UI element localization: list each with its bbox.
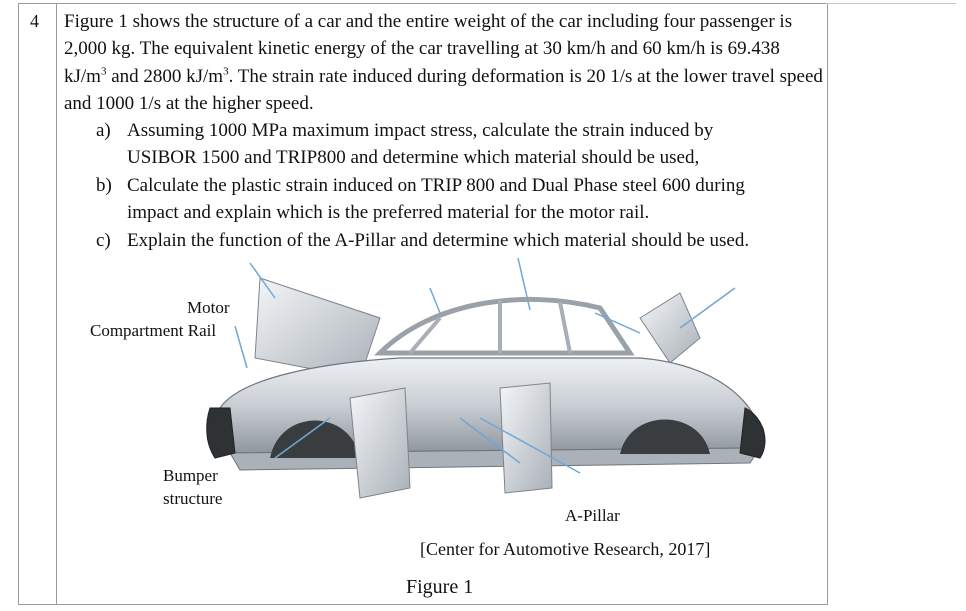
subquestion-label: b) [96, 175, 112, 196]
motor-label-line2: Compartment Rail [90, 321, 217, 340]
figure-caption: Figure 1 [406, 576, 474, 598]
question-intro: Figure 1 shows the structure of a car and the entire weight of the car including four passenger is 2,000 kg. The equivalent kinetic energy of the car travelling at 30 km/h and 60 km/h is 69.438 $kJ/m^3$ and 2800 $kJ/m^3$. The strain rate induced during deformation is 20 1/s at the lower travel speed and 1000 1/s at the higher speed. [64, 11, 823, 115]
a-pillar-label: A-Pillar [565, 506, 620, 525]
subquestion-text: Assuming 1000 MPa maximum impact stress, calculate the strain induced by USIBOR 1500 and TRIP800 and determine which material should be used, [127, 120, 714, 169]
subquestion-text: Calculate the plastic strain induced on TRIP 800 and Dual Phase steel 600 during impact and explain which is the preferred material for the motor rail. [127, 175, 745, 224]
subquestion-label: a) [96, 120, 111, 141]
figure-source: [Center for Automotive Research, 2017] [420, 539, 711, 559]
bumper-label-line2: structure [163, 489, 223, 508]
subquestion-label: c) [96, 230, 111, 251]
column-divider [56, 4, 57, 604]
car-body-structure-image [200, 258, 780, 508]
question-number: 4 [30, 11, 39, 31]
bumper-label-line1: Bumper [163, 466, 218, 485]
subquestion-text: Explain the function of the A-Pillar and determine which material should be used. [127, 230, 750, 251]
motor-label-line1: Motor [187, 298, 230, 317]
table-border-extension [826, 3, 956, 4]
